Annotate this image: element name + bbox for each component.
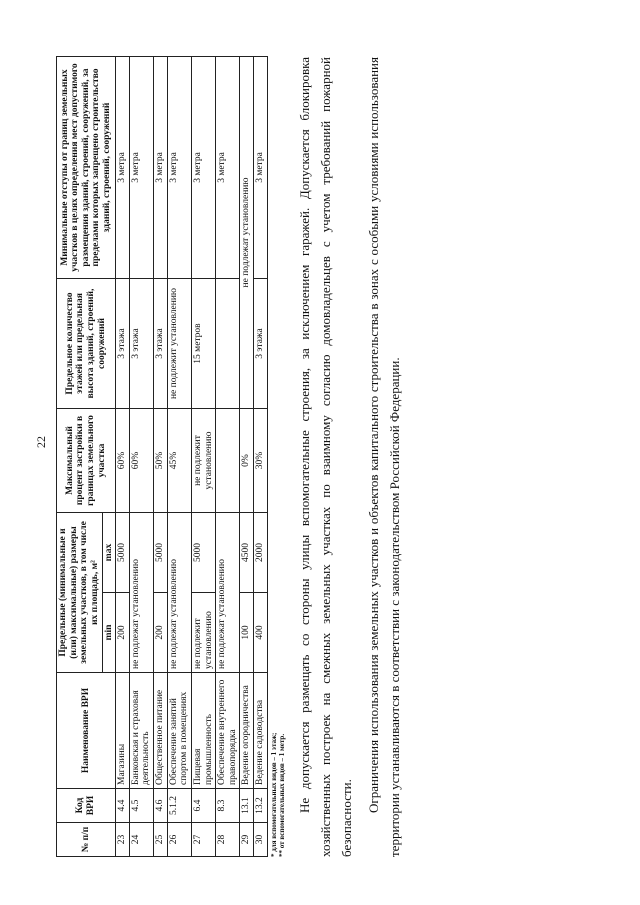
cell-percent <box>216 409 240 513</box>
table-row <box>129 57 153 857</box>
header-name: Наименование ВРИ <box>57 673 116 789</box>
header-setbacks: Минимальные отступы от границ земельных участков в целях определения мест допустимого размещения зданий, строений, сооружений, за пределами которых запрещено строительство зданий, строений, сооружений <box>57 57 116 279</box>
cell-setback: 3 метра <box>116 57 130 279</box>
zoning-table <box>56 56 268 857</box>
cell-floors: 3 этажа <box>254 279 268 409</box>
cell-code: 4.5 <box>129 789 153 823</box>
cell-floors: 3 этажа <box>154 279 168 409</box>
cell-num: 27 <box>191 823 215 857</box>
header-num: № п/п <box>57 823 116 857</box>
cell-setback: 3 метра <box>254 57 268 279</box>
cell-num: 29 <box>240 823 254 857</box>
cell-num: 30 <box>254 823 268 857</box>
cell-setback: 3 метра <box>191 57 215 279</box>
table-row <box>240 57 254 857</box>
header-area-group: Предельные (минимальные и (или) максимальные) размеры земельных участков, в том числе их площадь, м² <box>57 513 103 673</box>
cell-percent: 30% <box>254 409 268 513</box>
cell-setback: 3 метра <box>154 57 168 279</box>
cell-code: 8.3 <box>216 789 240 823</box>
cell-name: Общественное питание <box>154 673 168 789</box>
header-row-1 <box>57 57 103 857</box>
cell-name: Банковская и страховая деятельность <box>129 673 153 789</box>
document-sheet <box>56 57 405 857</box>
cell-num: 24 <box>129 823 153 857</box>
header-floors: Предельное количество этажей или предельная высота зданий, строений, сооружений <box>57 279 116 409</box>
cell-area-merged: не подлежат установлению <box>167 513 191 673</box>
cell-max: 5000 <box>154 513 168 593</box>
cell-code: 5.1.2 <box>167 789 191 823</box>
header-percent: Максимальный процент застройки в границах земельного участка <box>57 409 116 513</box>
table-row <box>154 57 168 857</box>
cell-min: 200 <box>116 593 130 673</box>
cell-min: 100 <box>240 593 254 673</box>
table-row <box>216 57 240 857</box>
cell-floors: 3 этажа <box>129 279 153 409</box>
cell-code: 13.1 <box>240 789 254 823</box>
cell-min: не подлежит установлению <box>191 593 215 673</box>
cell-name: Ведение садоводства <box>254 673 268 789</box>
cell-max: 2000 <box>254 513 268 593</box>
cell-name: Обеспечение внутреннего правопорядка <box>216 673 240 789</box>
note-line: ** от вспомогательных видов – 1 метр. <box>278 733 287 857</box>
cell-code: 4.4 <box>116 789 130 823</box>
cell-min: 200 <box>154 593 168 673</box>
cell-floors <box>216 279 240 409</box>
cell-max: 5000 <box>191 513 215 593</box>
header-area-max: max <box>102 513 116 593</box>
cell-max: 4500 <box>240 513 254 593</box>
cell-setback: 3 метра <box>129 57 153 279</box>
cell-setback: 3 метра <box>167 57 191 279</box>
table-row <box>191 57 215 857</box>
table-row <box>167 57 191 857</box>
paragraph: Не допускается размещать со стороны улицы вспомогательные строения, за исключением гаражей. Допускается блокировка хозяйственных построек на смежных земельных участках по взаимному согласию домовладельцев с учетом требований пожарной безопасности. <box>297 57 355 857</box>
cell-percent: не подлежит установлению <box>191 409 215 513</box>
cell-code: 6.4 <box>191 789 215 823</box>
cell-floors: 3 этажа <box>116 279 130 409</box>
cell-num: 23 <box>116 823 130 857</box>
cell-setback: 3 метра <box>216 57 240 279</box>
paragraph: Ограничения использования земельных участков и объектов капитального строительства в зонах с особыми условиями использования территории устанавливаются в соответствии с законодательством Российской Федерации. <box>366 57 403 857</box>
cell-percent: 60% <box>129 409 153 513</box>
cell-floors-setback-merged: не подлежат установлению <box>240 57 254 409</box>
cell-name: Магазины <box>116 673 130 789</box>
note-line: * для вспомогательных видов – 1 этаж; <box>269 732 278 857</box>
cell-num: 25 <box>154 823 168 857</box>
header-area-min: min <box>102 593 116 673</box>
cell-percent: 60% <box>116 409 130 513</box>
cell-floors: не подлежит установлению <box>167 279 191 409</box>
cell-num: 26 <box>167 823 191 857</box>
cell-percent: 45% <box>167 409 191 513</box>
cell-code: 4.6 <box>154 789 168 823</box>
table-row <box>254 57 268 857</box>
cell-name: Пищевая промышленность <box>191 673 215 789</box>
cell-name: Обеспечение занятий спортом в помещениях <box>167 673 191 789</box>
header-code: Код ВРИ <box>57 789 116 823</box>
cell-floors: 15 метров <box>191 279 215 409</box>
cell-area-merged: не подлежат установлению <box>216 513 240 673</box>
cell-area-merged: не подлежат установлению <box>129 513 153 673</box>
cell-code: 13.2 <box>254 789 268 823</box>
table-row <box>116 57 130 857</box>
cell-percent: 0% <box>240 409 254 513</box>
cell-max: 5000 <box>116 513 130 593</box>
cell-percent: 50% <box>154 409 168 513</box>
page-number: 22 <box>34 436 48 448</box>
cell-name: Ведение огородничества <box>240 673 254 789</box>
table-notes <box>270 57 287 857</box>
cell-min: 400 <box>254 593 268 673</box>
cell-num: 28 <box>216 823 240 857</box>
